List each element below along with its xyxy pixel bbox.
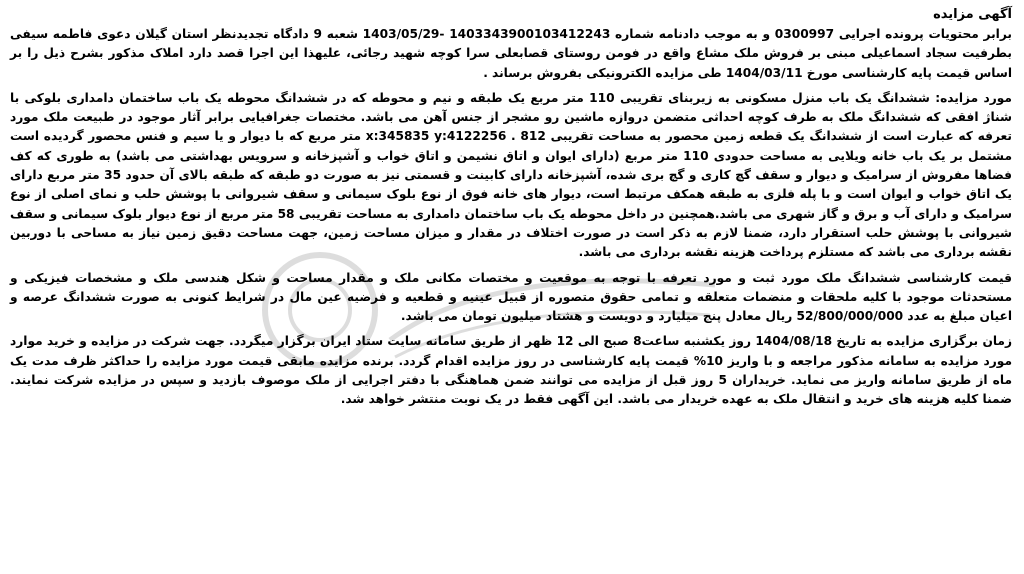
valuation-paragraph: قیمت کارشناسی ششدانگ ملک مورد ثبت و مورد تعرفه با توجه به موقعیت و مختصات مکانی ملک و مقدار مساحت و شکل هندسی ملک و مشخصات فیزیکی و مستحدثات موجود با کلیه ملحقات و منضمات متعلقه و تمامی حقوق متصوره از قبیل عینیه و قطعیه و فرضیه عین مال در شرایط کنونی به صورت ششدانگ عرصه و اعیان مبلغ به عدد 52/800/000/000 ریال معادل پنج میلیارد و دویست و هشتاد میلیون تومان می باشد. — [10, 270, 1012, 324]
notice-title: آگهی مزایده — [933, 7, 1012, 22]
auction-terms-paragraph: زمان برگزاری مزایده به تاریخ 1404/08/18 روز یکشنبه ساعت8 صبح الی 12 ظهر از طریق سامانه سایت ستاد ایران برگزار میگردد. جهت شرکت در مزایده و خرید موارد مورد مزایده به سامانه مذکور مراجعه و با واریز 10% قیمت پایه کارشناسی در روز مزایده اقدام گردد. برنده مزایده مابقی قیمت مورد مزایده را حداکثر ظرف مدت یک ماه از طریق سامانه واریز می نماید. خریداران 5 روز قبل از مزایده می توانند ضمن هماهنگی با دفتر اجرایی از ملک موصوف بازدید و سپس در مزایده شرکت نمایند. ضمنا کلیه هزینه های خرید و انتقال ملک به عهده خریدار می باشد. این آگهی فقط در یک نوبت منتشر خواهد شد. — [10, 334, 1012, 407]
case-details-paragraph: برابر محتویات پرونده اجرایی 0300997 و به موجب دادنامه شماره 1403343900103412243 -1403/05/29 شعبه 9 دادگاه تجدیدنظر استان گیلان دعوی فاطمه سیفی بطرفیت سجاد اسماعیلی مبنی بر فروش ملک مشاع واقع در فومن روستای قصابعلی سرا کوچه شهید رجائی، علیهذا این اجرا قصد دارد املاک مذکور بشرح ذیل را بر اساس قیمت پایه کارشناسی مورخ 1404/03/11 طی مزایده الکترونیکی بفروش برساند . — [10, 27, 1012, 80]
property-description-paragraph: مورد مزایده: ششدانگ یک باب منزل مسکونی به زیربنای تقریبی 110 متر مربع یک طبقه و نیم و محوطه که در ششدانگ محوطه یک باب ساختمان دامداری بلوکی با شناژ افقی که ششدانگ ملک به طرف کوچه احداثی متضمن دروازه ماشین رو مشجر از جنس آهن می باشد. مختصات جغرافیایی برابر آثار موجود در طبیعت ملک مورد تعرفه که عبارت است از ششدانگ یک قطعه زمین محصور به مساحت تقریبی 812 . x:345835 y:4122256 متر مربع که با دیوار و یا سیم و فنس محصور گردیده است مشتمل بر یک باب خانه ویلایی به مساحت حدودی 110 متر مربع (دارای ایوان و اتاق نشیمن و اتاق خواب و آشپزخانه و سرویس بهداشتی می باشد) به طوری که کف فضاها مفروش از سرامیک و دیوار و سقف گچ کاری و گچ بری شده، آشپزخانه دارای کابینت و قسمتی نیز به صورت دو طبقه که طبقه بالای آن حدود 35 متر مربع دارای یک اتاق خواب و ایوان است و با پله فلزی به طبقه همکف مرتبط است، دیوار های خانه فوق از نوع بلوک سیمانی و سقف شیروانی با پوشش حلب و نمای اصلی از نوع سرامیک و دارای آب و برق و گاز شهری می باشد.همچنین در داخل محوطه یک باب ساختمان دامداری به مساحت تقریبی 58 متر مربع از نوع دیوار بلوک سیمانی و سقف شیروانی با پوشش حلب استقرار دارد، ضمنا لازم به ذکر است در صورت اختلاف در مقدار و میزان مساحت زمین، جهت مساحت دقیق زمین نیاز به مساحی با دوربین نقشه برداری می باشد که مستلزم پرداخت هزینه نقشه برداری می باشد. — [10, 90, 1013, 260]
auction-notice — [10, 4, 1012, 410]
